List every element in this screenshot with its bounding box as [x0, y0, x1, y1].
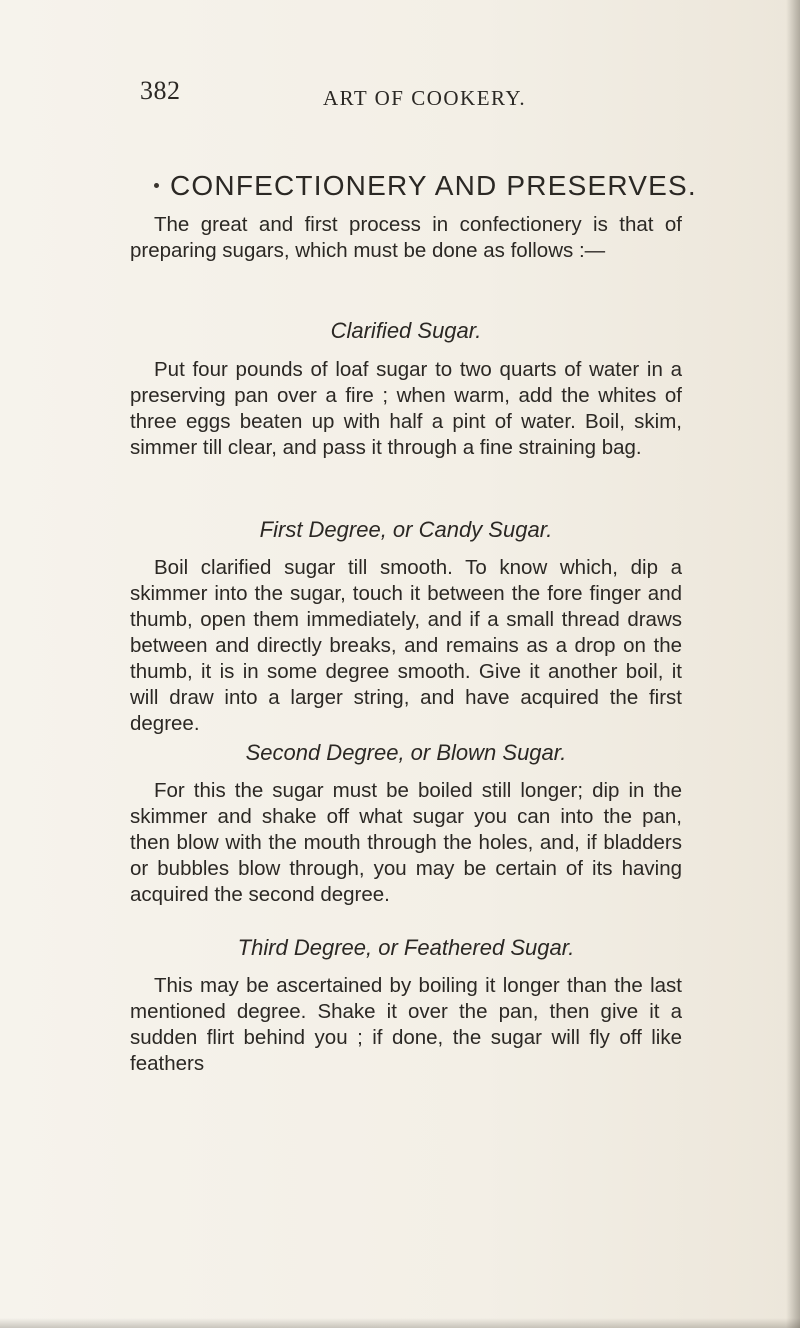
chapter-title: CONFECTIONERY AND PRESERVES.	[170, 170, 697, 201]
page-edge-shadow	[786, 0, 800, 1328]
section-body-first-degree: Boil clarified sugar till smooth. To know which, dip a skimmer into the sugar, touch it between the fore finger and thumb, open them immediately, and if a small thread draws between and directly breaks, and remains as a drop on the thumb, it is in some degree smooth. Give it another boil, it will draw into a larger string, and have acquired the first degree.	[130, 556, 682, 735]
section-title-first-degree: First Degree, or Candy Sugar.	[259, 517, 553, 542]
running-head: ART OF COOKERY.	[323, 86, 527, 110]
title-bullet-mark	[154, 183, 159, 188]
section-body-third-degree: This may be ascertained by boiling it longer than the last mentioned degree. Shake it over the pan, then give it a sudden flirt behind you ; if done, the sugar will fly off like feathers	[130, 974, 682, 1075]
section-title-clarified-sugar: Clarified Sugar.	[330, 318, 482, 343]
section-title-third-degree: Third Degree, or Feathered Sugar.	[237, 935, 575, 960]
intro-paragraph: The great and first process in confectionery is that of preparing sugars, which must be done as follows :—	[130, 213, 682, 262]
section-body-second-degree: For this the sugar must be boiled still longer; dip in the skimmer and shake off what sugar you can into the pan, then blow with the mouth through the holes, and, if bladders or bubbles blow through, you may be certain of its having acquired the second degree.	[130, 779, 682, 906]
section-title-second-degree: Second Degree, or Blown Sugar.	[245, 740, 567, 765]
page-bottom-shadow	[0, 1318, 800, 1328]
section-body-clarified-sugar: Put four pounds of loaf sugar to two quarts of water in a preserving pan over a fire ; when warm, add the whites of three eggs beaten up with half a pint of water. Boil, skim, simmer till clear, and pass it through a fine straining bag.	[130, 358, 682, 459]
page-number: 382	[140, 76, 181, 105]
